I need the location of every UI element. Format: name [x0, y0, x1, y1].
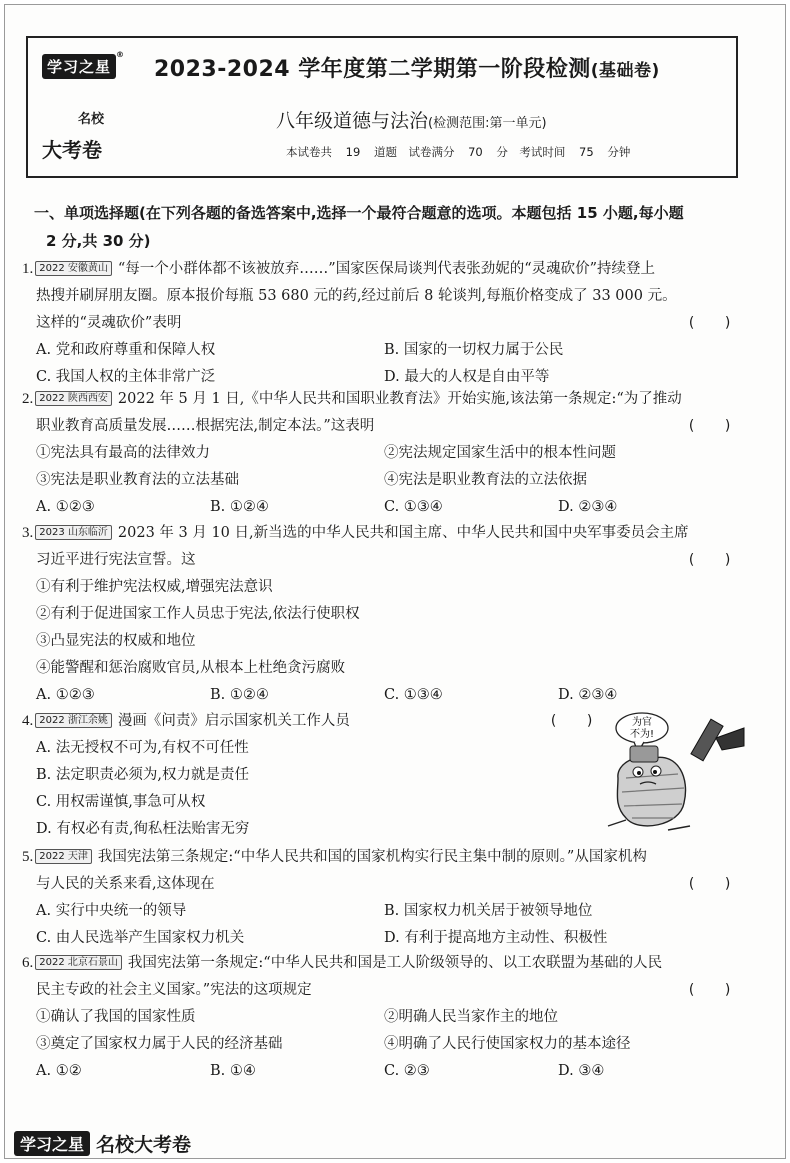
footer-logo: 学习之星 — [14, 1131, 90, 1156]
exam-subject: 八年级道德与法治(检测范围:第一单元) — [276, 110, 547, 132]
answer-bracket: ( ) — [687, 982, 732, 998]
source-tag: 2023 山东临沂 — [35, 525, 112, 540]
question-4: 4. 2022 浙江余姚 漫画《问责》启示国家机关工作人员 ( ) A. 法无授权不可为,有权不可任性 B. 法定职责必须为,权力就是责任 C. 用权需谨慎,事急可从权 D. 有权必有责,徇私枉法贻害无穷 — [22, 708, 742, 843]
footer-name: 名校大考卷 — [96, 1134, 192, 1156]
source-tag: 2022 天津 — [35, 849, 92, 864]
statements — [22, 440, 742, 494]
cartoon-illustration — [598, 708, 748, 838]
statement-4: ④能警醒和惩治腐败官员,从根本上杜绝贪污腐败 — [36, 660, 346, 676]
statement-2: ②明确人民当家作主的地位 — [384, 1009, 558, 1025]
source-tag: 2022 北京石景山 — [35, 955, 122, 970]
option-a: A. 党和政府尊重和保障人权 — [36, 342, 216, 358]
section-heading: 一、单项选择题(在下列各题的备选答案中,选择一个最符合题意的选项。本题包括 15 小题,每小题 2 分,共 30 分) — [34, 204, 684, 250]
options — [22, 1058, 742, 1085]
option-c: C. ②③ — [384, 1063, 430, 1079]
bubble-text-line1: 为官 — [632, 717, 652, 728]
option-a: A. ①② — [36, 1063, 82, 1079]
option-b: B. ①②④ — [210, 499, 269, 515]
exam-meta: 本试卷共 19 道题 试卷满分 70 分 考试时间 75 分钟 — [286, 145, 631, 159]
options — [22, 682, 742, 709]
answer-bracket: ( ) — [687, 418, 732, 434]
statement-2: ②宪法规定国家生活中的根本性问题 — [384, 445, 616, 461]
statements — [22, 1004, 742, 1058]
answer-bracket: ( ) — [549, 713, 594, 729]
school-label-big: 大考卷 — [42, 138, 102, 162]
answer-bracket: ( ) — [687, 315, 732, 331]
statement-3: ③凸显宪法的权威和地位 — [36, 633, 196, 649]
option-d: D. 有利于提高地方主动性、积极性 — [384, 930, 608, 946]
option-b: B. 法定职责必须为,权力就是责任 — [36, 767, 249, 783]
option-c: C. 我国人权的主体非常广泛 — [36, 369, 216, 385]
option-a: A. ①②③ — [36, 687, 95, 703]
option-a: A. ①②③ — [36, 499, 95, 515]
question-3: 3. 2023 山东临沂 2023 年 3 月 10 日,新当选的中华人民共和国主席、中华人民共和国中央军事委员会主席 习近平进行宪法宣誓。这 ( ) ①有利于维护宪法权威,增强宪法意识 ②有利于促进国家工作人员忠于宪法,依法行使职权 ③凸显宪法的权威和地位 ④能警醒和惩治腐败官员,从根本上杜绝贪污腐败 A. ①②③ B. ①②④ C. ①③④ D. ②③④ — [22, 520, 742, 709]
source-tag: 2022 陕西西安 — [35, 391, 112, 406]
option-c: C. 由人民选举产生国家权力机关 — [36, 930, 245, 946]
option-b: B. 国家的一切权力属于公民 — [384, 342, 564, 358]
exam-title: 2023-2024 学年度第二学期第一阶段检测(基础卷) — [154, 57, 660, 82]
question-1: 1. 2022 安徽黄山 “每一个小群体都不该被放弃……”国家医保局谈判代表张劲妮的“灵魂砍价”持续登上 热搜并刷屏朋友圈。原本报价每瓶 53 680 元的药,经过前后 8 轮谈判,每瓶价格变成了 33 000 元。 这样的“灵魂砍价”表明 ( ) A. 党和政府尊重和保障人权 B. 国家的一切权力属于公民 C. 我国人权的主体非常广泛 D. 最大的人权是自由平等 — [22, 256, 742, 391]
brand-logo: 学习之星 ® — [42, 54, 116, 79]
page-footer — [14, 1130, 191, 1157]
options — [22, 494, 742, 521]
source-tag: 2022 安徽黄山 — [35, 261, 112, 276]
statement-1: ①宪法具有最高的法律效力 — [36, 445, 210, 461]
options — [22, 337, 742, 391]
source-tag: 2022 浙江余姚 — [35, 713, 112, 728]
statement-4: ④明确了人民行使国家权力的基本途径 — [384, 1036, 631, 1052]
exam-header — [26, 36, 738, 178]
statement-2: ②有利于促进国家工作人员忠于宪法,依法行使职权 — [36, 606, 360, 622]
option-c: C. ①③④ — [384, 687, 443, 703]
answer-bracket: ( ) — [687, 552, 732, 568]
option-a: A. 法无授权不可为,有权不可任性 — [36, 740, 249, 756]
option-d: D. ②③④ — [558, 687, 618, 703]
option-c: C. 用权需谨慎,事急可从权 — [36, 794, 206, 810]
bubble-text-line2: 不为! — [629, 729, 655, 740]
statement-3: ③奠定了国家权力属于人民的经济基础 — [36, 1036, 283, 1052]
school-label-small: 名校 — [78, 112, 105, 127]
answer-bracket: ( ) — [687, 876, 732, 892]
option-d: D. 有权必有责,徇私枉法贻害无穷 — [36, 821, 250, 837]
option-c: C. ①③④ — [384, 499, 443, 515]
statement-4: ④宪法是职业教育法的立法依据 — [384, 472, 587, 488]
option-d: D. ②③④ — [558, 499, 618, 515]
statement-1: ①有利于维护宪法权威,增强宪法意识 — [36, 579, 273, 595]
options — [22, 898, 742, 952]
statement-1: ①确认了我国的国家性质 — [36, 1009, 196, 1025]
option-b: B. 国家权力机关居于被领导地位 — [384, 903, 593, 919]
option-d: D. ③④ — [558, 1063, 605, 1079]
option-a: A. 实行中央统一的领导 — [36, 903, 187, 919]
question-5: 5. 2022 天津 我国宪法第三条规定:“中华人民共和国的国家机构实行民主集中制的原则。”从国家机构 与人民的关系来看,这体现在 ( ) A. 实行中央统一的领导 B. 国家权力机关居于被领导地位 C. 由人民选举产生国家权力机关 D. 有利于提高地方主动性、积极性 — [22, 844, 742, 952]
option-d: D. 最大的人权是自由平等 — [384, 369, 550, 385]
option-b: B. ①②④ — [210, 687, 269, 703]
question-6: 6. 2022 北京石景山 我国宪法第一条规定:“中华人民共和国是工人阶级领导的、以工农联盟为基础的人民 民主专政的社会主义国家。”宪法的这项规定 ( ) ①确认了我国的国家性质 ②明确人民当家作主的地位 ③奠定了国家权力属于人民的经济基础 ④明确了人民行使国家权力的基本途径 A. ①② B. ①④ C. ②③ D. ③④ — [22, 950, 742, 1085]
option-b: B. ①④ — [210, 1063, 256, 1079]
question-2: 2. 2022 陕西西安 2022 年 5 月 1 日,《中华人民共和国职业教育法》开始实施,该法第一条规定:“为了推动 职业教育高质量发展……根据宪法,制定本法。”这表明 ( ) ①宪法具有最高的法律效力 ②宪法规定国家生活中的根本性问题 ③宪法是职业教育法的立法基础 ④宪法是职业教育法的立法依据 A. ①②③ B. ①②④ C. ①③④ D. ②③④ — [22, 386, 742, 521]
statement-3: ③宪法是职业教育法的立法基础 — [36, 472, 239, 488]
